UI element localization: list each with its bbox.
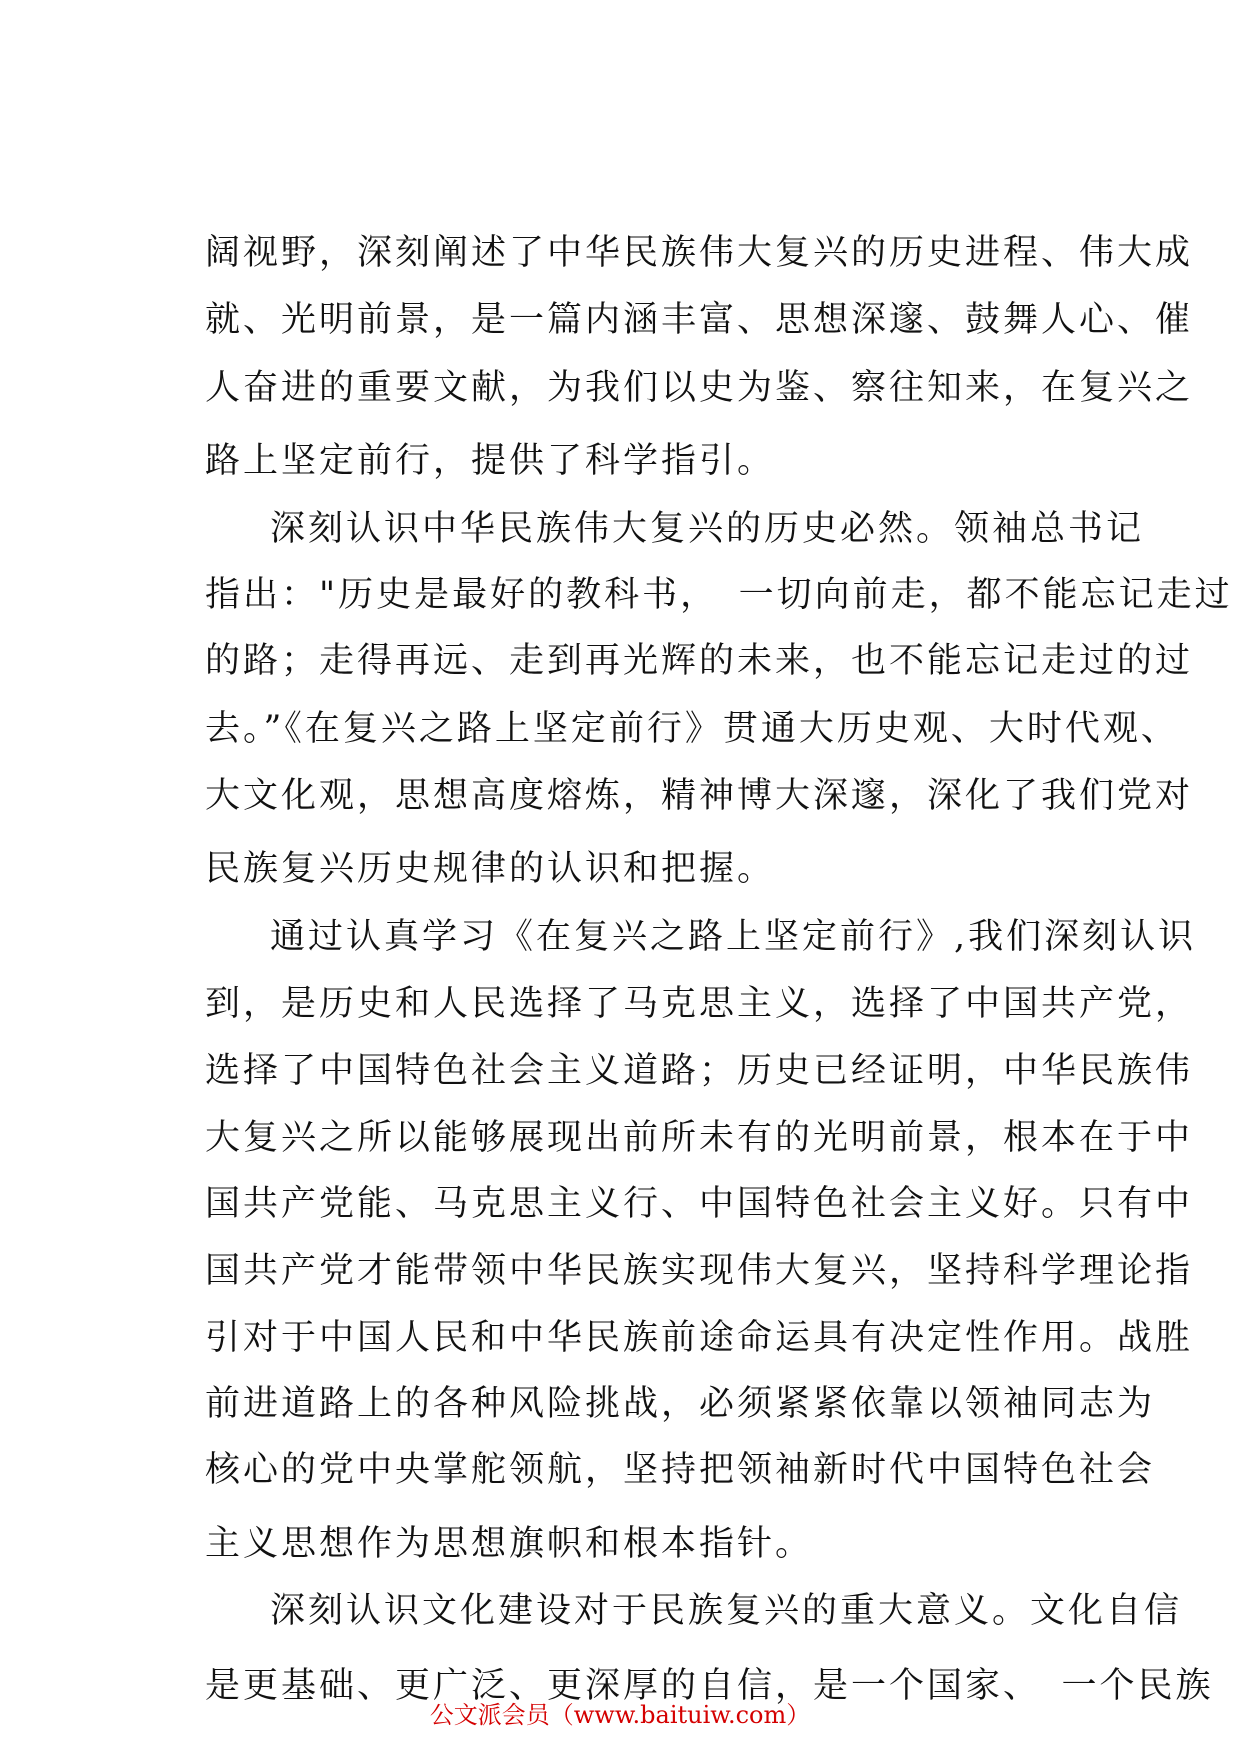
text-line: 大复兴之所以能够展现出前所未有的光明前景，根本在于中 xyxy=(205,1118,1194,1158)
text-line: 是更基础、更广泛、更深厚的自信，是一个国家、 一个民族 xyxy=(205,1666,1214,1706)
text-line: 引对于中国人民和中华民族前途命运具有决定性作用。战胜 xyxy=(205,1318,1194,1358)
text-line: 阔视野，深刻阐述了中华民族伟大复兴的历史进程、伟大成 xyxy=(205,233,1194,273)
text-line: 去。”《在复兴之路上坚定前行》贯通大历史观、大时代观、 xyxy=(205,709,1179,749)
text-line: 就、光明前景，是一篇内涵丰富、思想深邃、鼓舞人心、催 xyxy=(205,300,1194,340)
text-line: 核心的党中央掌舵领航，坚持把领袖新时代中国特色社会 xyxy=(205,1450,1156,1490)
text-line: 选择了中国特色社会主义道路；历史已经证明，中华民族伟 xyxy=(205,1051,1194,1091)
text-line: 前进道路上的各种风险挑战，必须紧紧依靠以领袖同志为 xyxy=(205,1384,1156,1424)
text-line: 民族复兴历史规律的认识和把握。 xyxy=(205,849,776,889)
footer-watermark-link[interactable]: 公文派会员（www.baituiw.com） xyxy=(429,1701,811,1729)
paragraph-start-line: 深刻认识文化建设对于民族复兴的重大意义。文化自信 xyxy=(270,1591,1183,1631)
text-line: 到，是历史和人民选择了马克思主义，选择了中国共产党， xyxy=(205,984,1194,1024)
text-line: 的路；走得再远、走到再光辉的未来，也不能忘记走过的过 xyxy=(205,641,1194,681)
text-line: 路上坚定前行，提供了科学指引。 xyxy=(205,441,776,481)
paragraph-start-line: 通过认真学习《在复兴之路上坚定前行》,我们深刻认识 xyxy=(270,917,1197,957)
text-line: 主义思想作为思想旗帜和根本指针。 xyxy=(205,1524,814,1564)
text-line: 指出："历史是最好的教科书， 一切向前走，都不能忘记走过 xyxy=(205,575,1233,615)
text-line: 大文化观，思想高度熔炼，精神博大深邃，深化了我们党对 xyxy=(205,776,1194,816)
text-line: 国共产党能、马克思主义行、中国特色社会主义好。只有中 xyxy=(205,1184,1194,1224)
text-line: 人奋进的重要文献，为我们以史为鉴、察往知来，在复兴之 xyxy=(205,368,1194,408)
text-line: 国共产党才能带领中华民族实现伟大复兴，坚持科学理论指 xyxy=(205,1251,1194,1291)
paragraph-start-line: 深刻认识中华民族伟大复兴的历史必然。领袖总书记 xyxy=(270,509,1145,549)
